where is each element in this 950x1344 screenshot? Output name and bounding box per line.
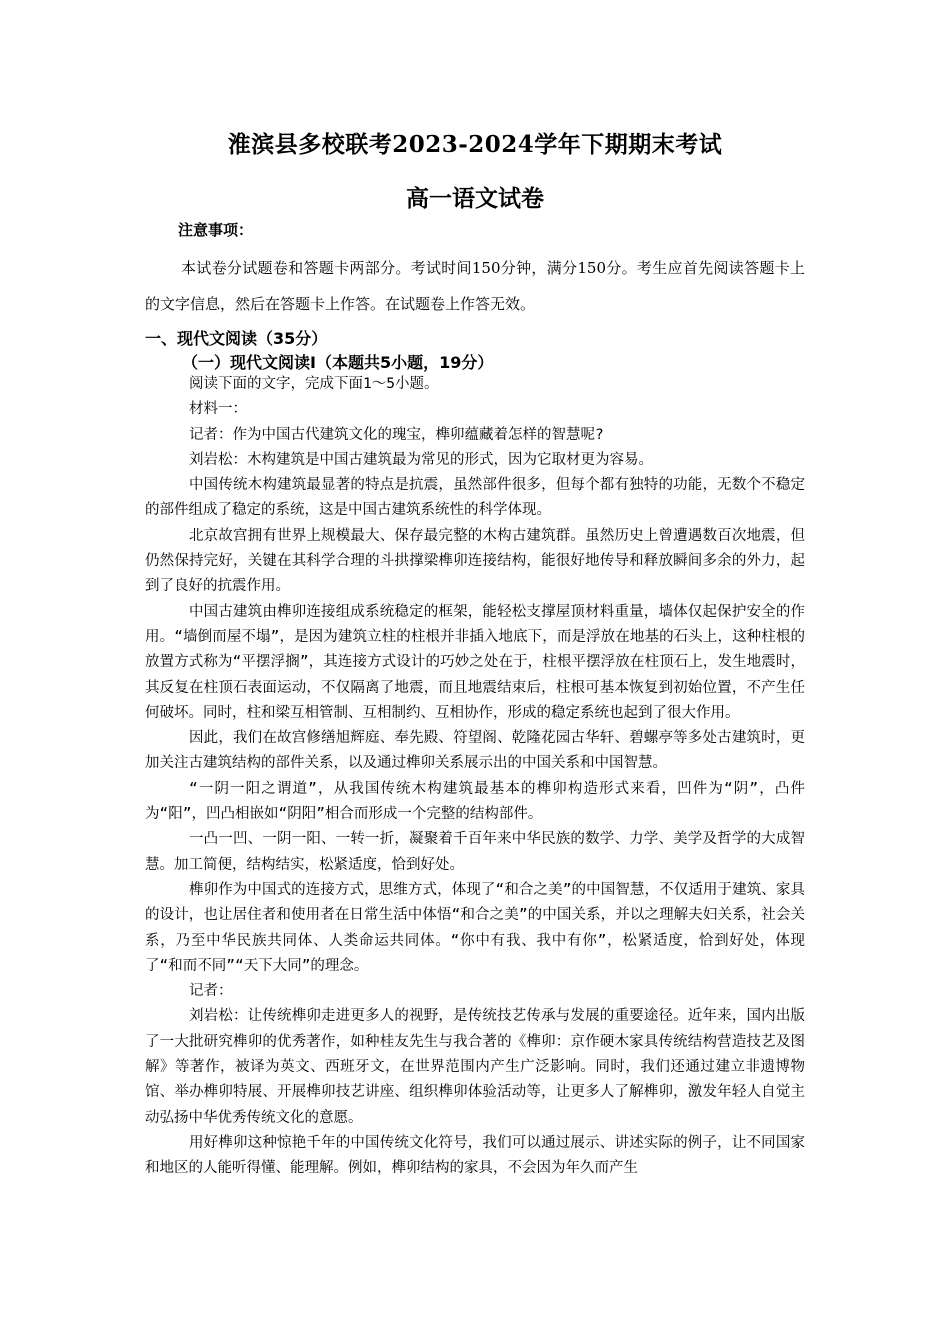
exam-title: 淮滨县多校联考2023-2024学年下期期末考试 [227, 131, 723, 158]
paragraph: 中国传统木构建筑最显著的特点是抗震，虽然部件很多，但每个都有独特的功能，无数个不稳定的部件组成了稳定的系统，这是中国古建筑系统性的科学体现。 [145, 477, 805, 519]
subsection-heading: （一）现代文阅读Ⅰ（本题共5小题，19分） [182, 353, 494, 372]
paragraph: 一凸一凹、一阴一阳、一转一折，凝聚着千百年来中华民族的数学、力学、美学及哲学的大成智慧。加工简便，结构结实，松紧适度，恰到好处。 [145, 831, 805, 873]
paragraph: 中国古建筑由榫卯连接组成系统稳定的框架，能轻松支撑屋顶材料重量，墙体仅起保护安全的作用。“墙倒而屋不塌”，是因为建筑立柱的柱根并非插入地底下，而是浮放在地基的石头上，这种柱根的放置方式称为“平摆浮搁”，其连接方式设计的巧妙之处在于，柱根平摆浮放在柱顶石上，发生地震时，其反复在柱顶石表面运动，不仅隔离了地震，而且地震结束后，柱根可基本恢复到初始位置，不产生任何破坏。同时，柱和梁互相管制、互相制约、互相协作，形成的稳定系统也起到了很大作用。 [145, 603, 805, 721]
paragraph: 因此，我们在故宫修缮旭辉庭、奉先殿、符望阁、乾隆花园古华轩、碧螺亭等多处古建筑时，更加关注古建筑结构的部件关系，以及通过榫卯关系展示出的中国关系和中国智慧。 [145, 730, 805, 772]
paragraph: 用好榫卯这种惊艳千年的中国传统文化符号，我们可以通过展示、讲述实际的例子，让不同国家和地区的人能听得懂、能理解。例如，榫卯结构的家具，不会因为年久而产生 [145, 1134, 805, 1177]
reading-body [145, 372, 805, 1182]
notice-text: 本试卷分试题卷和答题卡两部分。考试时间150分钟，满分150分。考生应首先阅读答题卡上的文字信息，然后在答题卡上作答。在试题卷上作答无效。 [145, 259, 805, 313]
paragraph: 记者： [189, 983, 233, 1000]
paragraph: 材料一： [189, 401, 247, 418]
paragraph: 刘岩松：木构建筑是中国古建筑最为常见的形式，因为它取材更为容易。 [189, 451, 653, 468]
exam-subtitle: 高一语文试卷 [406, 185, 544, 212]
paragraph: 刘岩松：让传统榫卯走进更多人的视野，是传统技艺传承与发展的重要途径。近年来，国内出版了一大批研究榫卯的优秀著作，如种桂友先生与我合著的《榫卯：京作硬木家具传统结构营造技艺及图解》等著作，被译为英文、西班牙文，在世界范围内产生广泛影响。同时，我们还通过建立非遗博物馆、举办榫卯特展、开展榫卯技艺讲座、组织榫卯体验活动等，让更多人了解榫卯，激发年轻人自觉主动弘扬中华优秀传统文化的意愿。 [145, 1008, 805, 1126]
section-heading: 一、现代文阅读（35分） [145, 329, 328, 348]
notice-heading: 注意事项： [178, 221, 254, 239]
paragraph: “一阴一阳之谓道”，从我国传统木构建筑最基本的榫卯构造形式来看，凹件为“阴”，凸件为“阳”，凹凸相嵌如“阴阳”相合而形成一个完整的结构部件。 [145, 780, 805, 823]
paragraph: 记者：作为中国古代建筑文化的瑰宝，榫卯蕴藏着怎样的智慧呢? [189, 426, 604, 443]
paragraph: 阅读下面的文字，完成下面1～5小题。 [189, 376, 439, 392]
paragraph: 榫卯作为中国式的连接方式，思维方式，体现了“和合之美”的中国智慧，不仅适用于建筑、家具的设计，也让居住者和使用者在日常生活中体悟“和合之美”的中国关系，并以之理解夫妇关系，社会关系，乃至中华民族共同体、人类命运共同体。“你中有我、我中有你”，松紧适度，恰到好处，体现了“和而不同”“天下大同”的理念。 [145, 881, 805, 974]
paragraph: 北京故宫拥有世界上规模最大、保存最完整的木构古建筑群。虽然历史上曾遭遇数百次地震，但仍然保持完好，关键在其科学合理的斗拱撑梁榫卯连接结构，能很好地传导和释放瞬间多余的外力，起到了良好的抗震作用。 [145, 527, 805, 595]
